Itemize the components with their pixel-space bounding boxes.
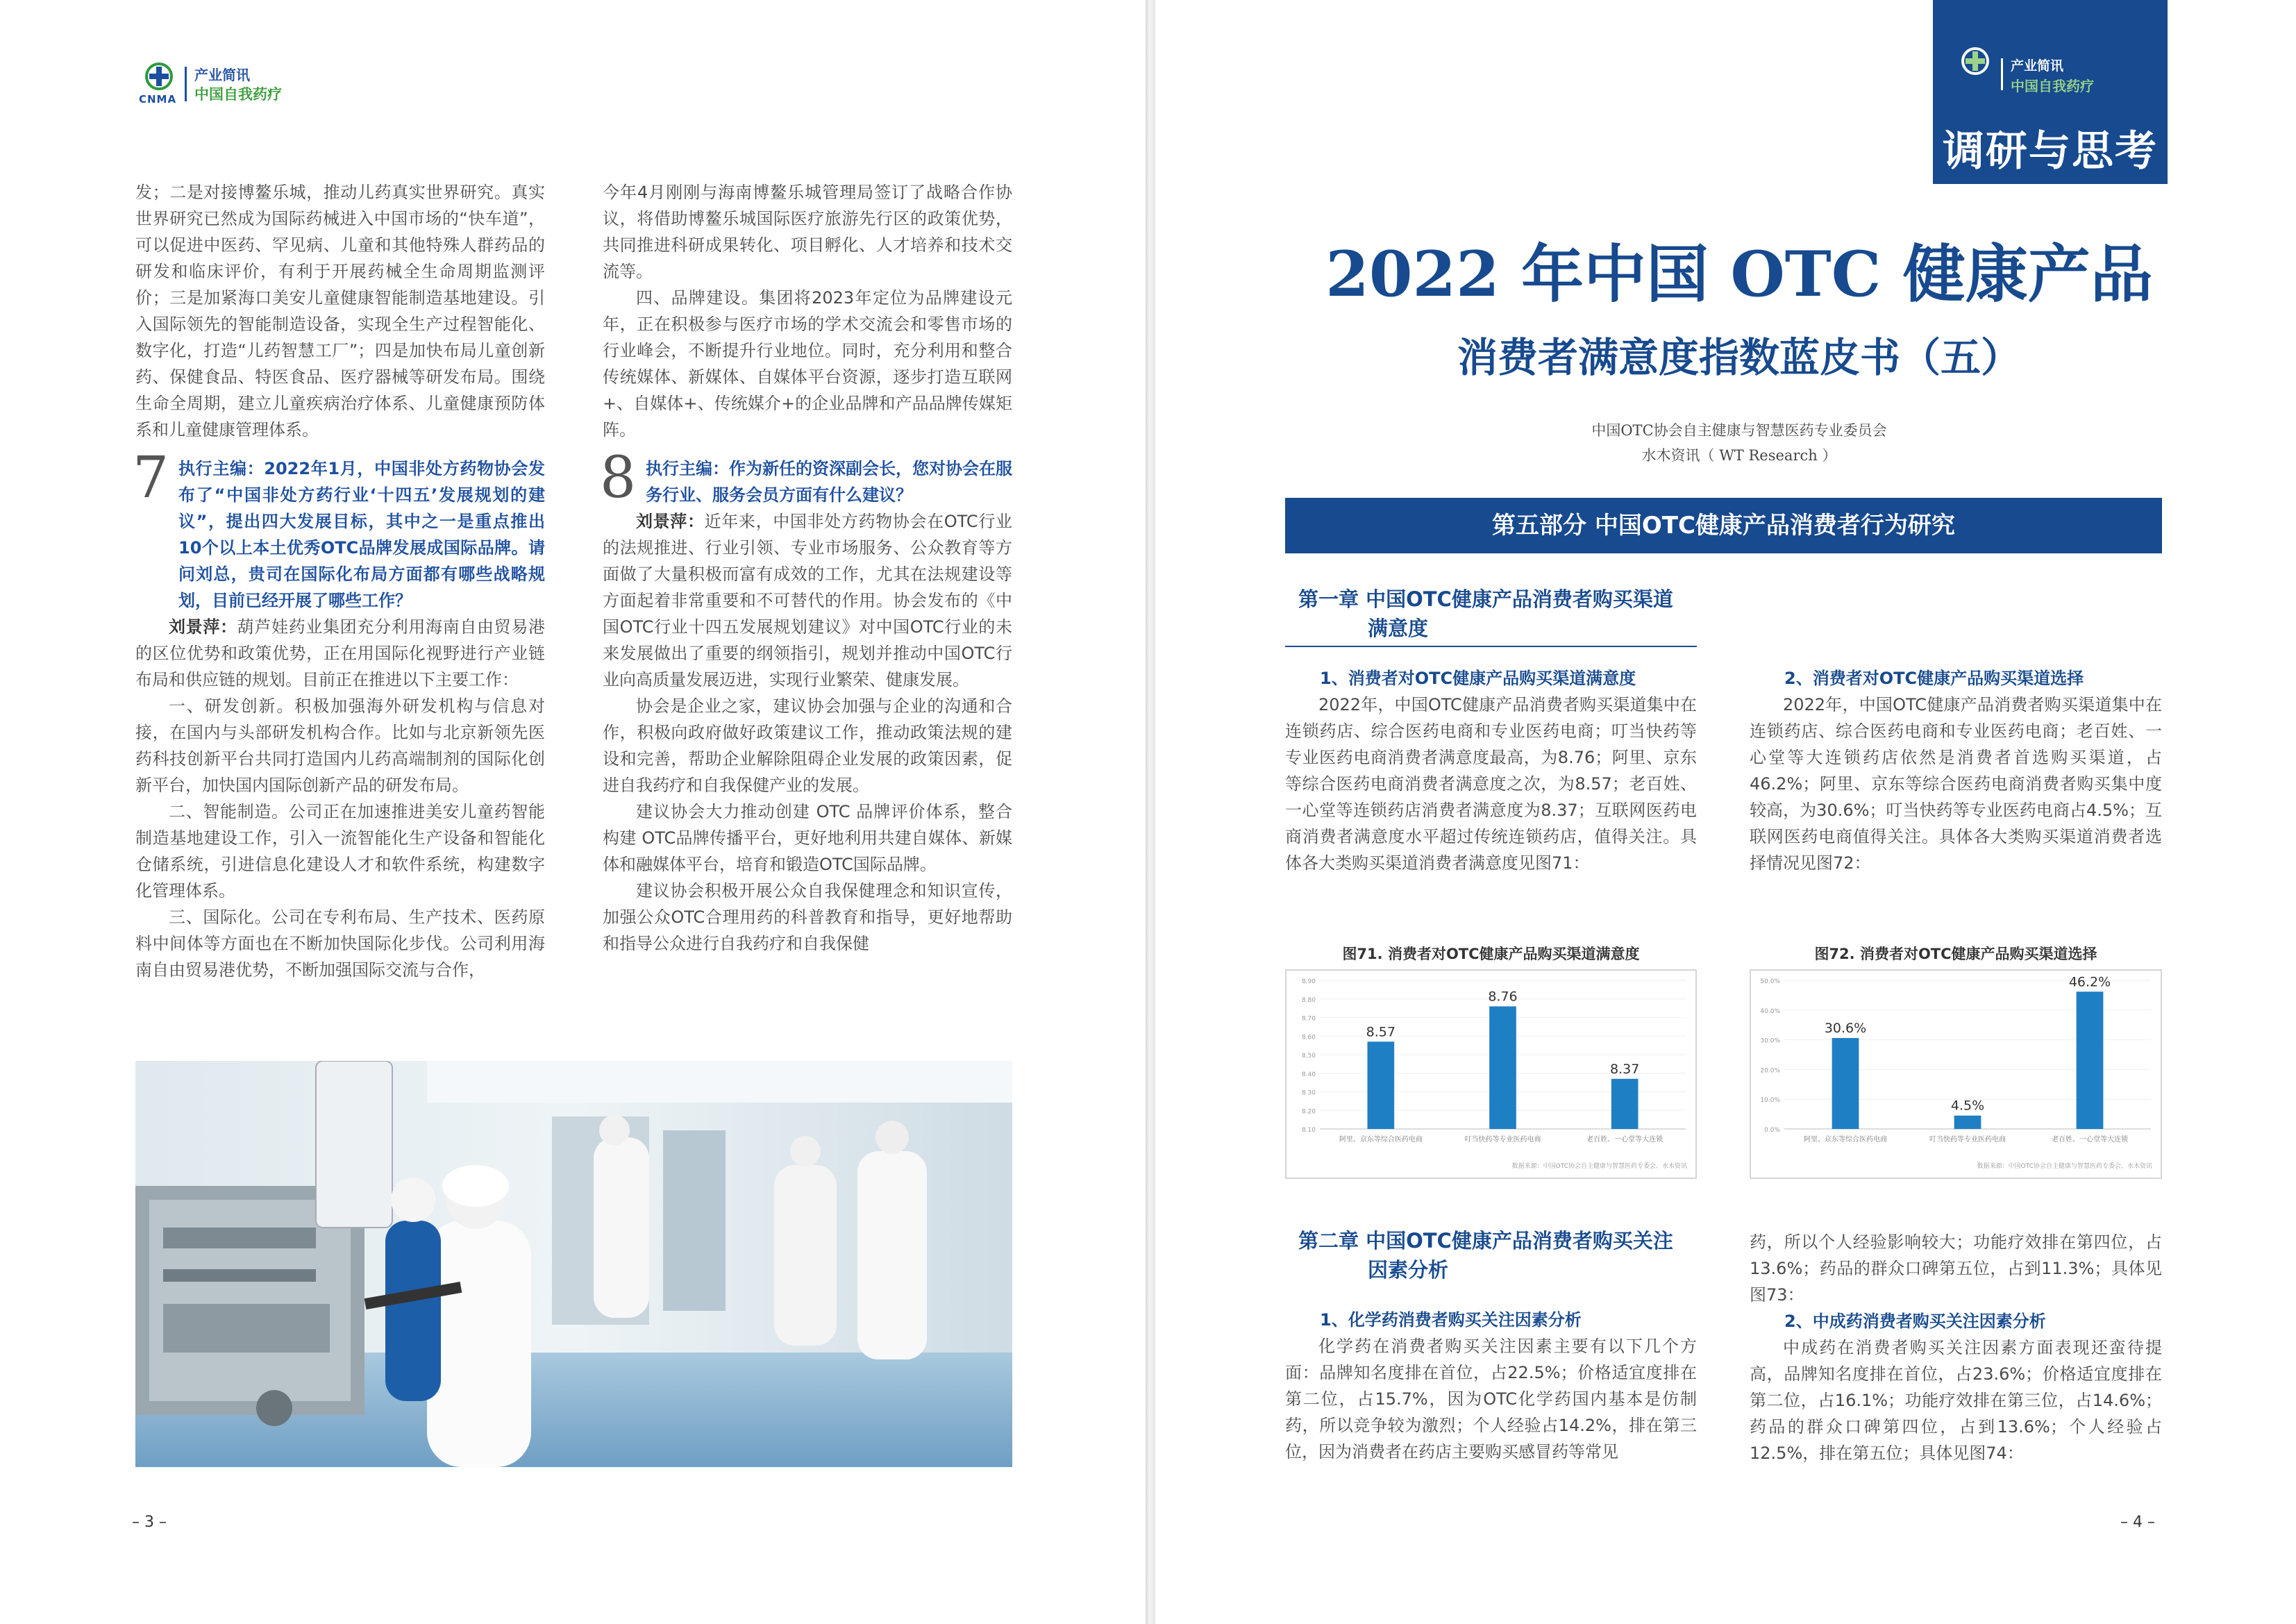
bar [1832,1038,1859,1129]
ch1-column-1 [1285,665,1697,876]
ch1-s2-heading: 2、消费者对OTC健康产品购买渠道选择 [1784,669,2084,688]
answer-7 [135,614,545,693]
chapter-1-rule [1285,646,1697,647]
left-column-1 [135,179,545,983]
data-label: 8.57 [1366,1024,1396,1040]
chapter-1-title [1298,585,1673,643]
y-tick-label: 10.0% [1760,1097,1780,1105]
bar [1489,1006,1516,1129]
question-7: 执行主编：2022年1月，中国非处方药物协会发布了“中国非处方药行业‘十四五’发展规划的建议”，提出四大发展目标，其中之一是重点推出10个以上本土优秀OTC品牌发展成国际品牌。请问刘总，贵司在国际化布局方面都有哪些战略规划，目前已经开展了哪些工作？ [178,459,545,610]
cnma-logo-icon [1955,46,1995,89]
data-label: 8.76 [1488,989,1518,1005]
category-label: 阿里、京东等综合医药电商 [1339,1136,1423,1144]
data-label: 30.6% [1824,1021,1867,1037]
y-tick-label: 8.50 [1301,1053,1316,1060]
chart-source: 数据来源：中国OTC协会自主健康与智慧医药专委会、水木资讯 [1511,1163,1687,1170]
answerer-name: 刘景萍： [169,617,237,637]
col2-intro2: 四、品牌建设。集团将2023年定位为品牌建设元年，正在积极参与医疗市场的学术交流会和零售市场的行业峰会，不断提升行业地位。同时，充分利用和整合传统媒体、新媒体、自媒体平台资源，逐步打造互联网+、自媒体+、传统媒介+的企业品牌和产品品牌传媒矩阵。 [603,288,1012,440]
y-tick-label: 8.70 [1301,1015,1316,1023]
bar [1368,1041,1395,1129]
chart-72-title: 图72. 消费者对OTC健康产品购买渠道选择 [1814,946,2097,962]
answer-7-p2: 二、智能制造。公司正在加速推进美安儿童药智能制造基地建设工作，引入一流智能化生产设备和智能化仓储系统，引进信息化建设人才和软件系统，构建数字化管理体系。 [135,802,545,901]
chapter-1-title-line1: 第一章 中国OTC健康产品消费者购买渠道 [1298,587,1673,611]
answer-8-text: 近年来，中国非处方药物协会在OTC行业的法规推进、行业引领、专业市场服务、公众教育等方面做了大量积极而富有成效的工作，尤其在法规建设等方面起着非常重要和不可替代的作用。协会发布的《中国OTC行业十四五发展规划建议》对中国OTC行业的未来发展做出了重要的纲领指引，规划并推动中国OTC行业向高质量发展迈进，实现行业繁荣、健康发展。 [603,512,1013,689]
qa-8 [600,445,1013,957]
category-label: 叮当快药等专业医药电商 [1464,1136,1541,1144]
qa-7 [133,445,546,983]
chart-71-title: 图71. 消费者对OTC健康产品购买渠道满意度 [1342,946,1640,962]
category-label: 老百姓、一心堂等大连锁 [2052,1136,2128,1144]
answerer-name: 刘景萍： [636,512,705,531]
report-org-2: 水木资讯（ WT Research ） [1641,447,1837,464]
question-8: 执行主编：作为新任的资深副会长，您对协会在服务行业、服务会员方面有什么建议？ [646,459,1012,505]
y-tick-label: 40.0% [1760,1007,1780,1015]
answer-8 [603,508,1012,693]
ch2-column-1 [1285,1307,1697,1465]
answer-7-p3: 三、国际化。公司在专利布局、生产技术、医药原料中间体等方面也在不断加快国际化步伐。公司利用海南自由贸易港优势，不断加强国际交流与合作， [135,907,545,980]
ch2-column-2 [1750,1229,2162,1466]
chart-72 [1750,969,2162,1179]
logo-divider [185,67,187,101]
ch2-s1-heading: 1、化学药消费者购买关注因素分析 [1320,1310,1582,1330]
ch1-column-2 [1750,665,2162,876]
logo-line2: 中国自我药疗 [194,86,282,103]
answer-8-p1: 协会是企业之家，建议协会加强与企业的沟通和合作，积极向政府做好政策建议工作，推动政策法规的建设和完善，帮助企业解除阻碍企业发展的政策因素，促进自我药疗和自我保健产业的发展。 [603,696,1012,795]
chart-source: 数据来源：中国OTC协会自主健康与智慧医药专委会、水木资讯 [1977,1163,2152,1170]
masthead-line1: 产业简讯 [2011,58,2064,74]
category-label: 阿里、京东等综合医药电商 [1804,1136,1887,1144]
answer-7-text: 葫芦娃药业集团充分利用海南自由贸易港的区位优势和政策优势，正在用国际化视野进行产业链布局和供应链的规划。目前正在推进以下主要工作： [135,617,546,689]
ch1-s1-text: 2022年，中国OTC健康产品消费者购买渠道集中在连锁药店、综合医药电商和专业医药电商；叮当快药等专业医药电商消费者满意度最高，为8.76；阿里、京东等综合医药电商消费者满意度之次，为8.57；老百姓、一心堂等连锁药店消费者满意度为8.37；互联网医药电商消费者满意度水平超过传统连锁药店，值得关注。具体各大类购买渠道消费者满意度见图71： [1285,695,1697,873]
page-number-right: – 4 – [2120,1514,2155,1531]
chapter-1-title-line2: 满意度 [1368,617,1429,640]
data-label: 46.2% [2068,974,2111,990]
ch2-s1-text: 化学药在消费者购买关注因素主要有以下几个方面：品牌知名度排在首位，占22.5%；价格适宜度排在第二位，占15.7%，因为OTC化学药国内基本是仿制药，所以竞争较为激烈；个人经验占14.2%，排在第三位，因为消费者在药店主要购买感冒药等常见 [1285,1337,1697,1462]
chart-71 [1285,969,1697,1179]
answer-8-p2: 建议协会大力推动创建 OTC 品牌评价体系，整合构建 OTC品牌传播平台，更好地利用共建自媒体、新媒体和融媒体平台，培育和锻造OTC国际品牌。 [603,802,1012,874]
report-subtitle: 消费者满意度指数蓝皮书（五） [1457,334,2021,381]
answer-8-p3: 建议协会积极开展公众自我保健理念和知识宣传，加强公众OTC合理用药的科普教育和指导，更好地帮助和指导公众进行自我药疗和自我保健 [603,881,1012,953]
chart-72-svg [1751,971,2161,1178]
ch2-s2-heading: 2、中成药消费者购买关注因素分析 [1784,1312,2046,1331]
bar [1954,1116,1981,1129]
logo-abbr: CNMA [139,93,177,106]
bar [1611,1079,1639,1129]
book-spine [1146,0,1155,1624]
y-tick-label: 8.60 [1301,1034,1316,1041]
masthead-line2: 中国自我药疗 [2011,78,2094,94]
col1-intro: 发；二是对接博鳌乐城，推动儿药真实世界研究。真实世界研究已然成为国际药械进入中国市场的“快车道”，可以促进中医药、罕见病、儿童和其他特殊人群药品的研发和临床评价，有利于开展药械全生命周期监测评价；三是加紧海口美安儿童健康智能制造基地建设。引入国际领先的智能制造设备，实现全生产过程智能化、数字化，打造“儿药智慧工厂”；四是加快布局儿童创新药、保健食品、特医食品、医疗器械等研发布局。围绕生命全周期，建立儿童疾病治疗体系、儿童健康预防体系和儿童健康管理体系。 [135,183,545,440]
y-tick-label: 8.10 [1301,1127,1316,1134]
masthead-divider [2001,58,2003,90]
y-tick-label: 20.0% [1760,1067,1780,1075]
left-column-2 [600,179,1013,957]
category-label: 叮当快药等专业医药电商 [1929,1136,2006,1144]
factory-photo [135,1061,1012,1467]
ch1-s1-heading: 1、消费者对OTC健康产品购买渠道满意度 [1320,669,1636,688]
data-label: 8.37 [1610,1061,1640,1077]
section-label: 调研与思考 [1943,127,2158,176]
ch1-s2-text: 2022年，中国OTC健康产品消费者购买渠道集中在连锁药店、综合医药电商和专业医药电商；老百姓、一心堂等大连锁药店依然是消费者首选购买渠道，占46.2%；阿里、京东等综合医药电商消费者购买集中度较高，为30.6%；叮当快药等专业医药电商占4.5%；互联网医药电商值得关注。具体各大类购买渠道消费者选择情况见图72： [1750,695,2162,873]
y-tick-label: 0.0% [1764,1127,1780,1134]
y-tick-label: 8.80 [1301,996,1316,1004]
question-number-7: 7 [133,445,169,511]
section-masthead [1933,0,2168,184]
y-tick-label: 8.40 [1301,1071,1316,1078]
answer-7-p1: 一、研发创新。积极加强海外研发机构与信息对接，在国内与头部研发机构合作。比如与北京新领先医药科技创新平台共同打造国内儿药高端制剂的国际化创新平台，加快国内国际创新产品的研发布局。 [135,696,545,795]
data-label: 4.5% [1950,1098,1985,1114]
chapter-2-title [1298,1226,1673,1284]
y-tick-label: 30.0% [1760,1037,1780,1045]
y-tick-label: 8.30 [1301,1089,1316,1097]
ch2-s2-text: 中成药在消费者购买关注因素方面表现还蛮待提高，品牌知名度排在首位，占23.6%；价格适宜度排在第二位，占16.1%；功能疗效排在第三位，占14.6%；药品的群众口碑第四位，占到13.6%；个人经验占12.5%，排在第五位；具体见图74： [1750,1338,2162,1463]
report-org-1: 中国OTC协会自主健康与智慧医药专业委员会 [1591,422,1887,439]
chapter-2-title-line2: 因素分析 [1368,1258,1449,1282]
y-tick-label: 50.0% [1760,978,1780,985]
section-heading-bar: 第五部分 中国OTC健康产品消费者行为研究 [1285,498,2162,553]
bar [2077,991,2104,1129]
report-title: 2022 年中国 OTC 健康产品 [1325,237,2153,311]
page-number-left: – 3 – [132,1514,167,1531]
category-label: 老百姓、一心堂等大连锁 [1586,1136,1664,1144]
y-tick-label: 8.20 [1301,1108,1316,1116]
question-number-8: 8 [600,445,637,511]
logo-line1: 产业简讯 [194,67,250,83]
chapter-2-title-line1: 第二章 中国OTC健康产品消费者购买关注 [1298,1229,1673,1253]
col2-intro1: 今年4月刚刚与海南博鳌乐城管理局签订了战略合作协议，将借助博鳌乐城国际医疗旅游先行区的政策优势，共同推进科研成果转化、项目孵化、人才培养和技术交流等。 [603,183,1012,281]
left-page [0,0,1146,1624]
chart-71-svg [1287,971,1695,1178]
ch2-col2-lead: 药，所以个人经验影响较大；功能疗效排在第四位，占13.6%；药品的群众口碑第五位，占到11.3%；具体见图73： [1750,1232,2162,1305]
y-tick-label: 8.90 [1301,978,1316,985]
